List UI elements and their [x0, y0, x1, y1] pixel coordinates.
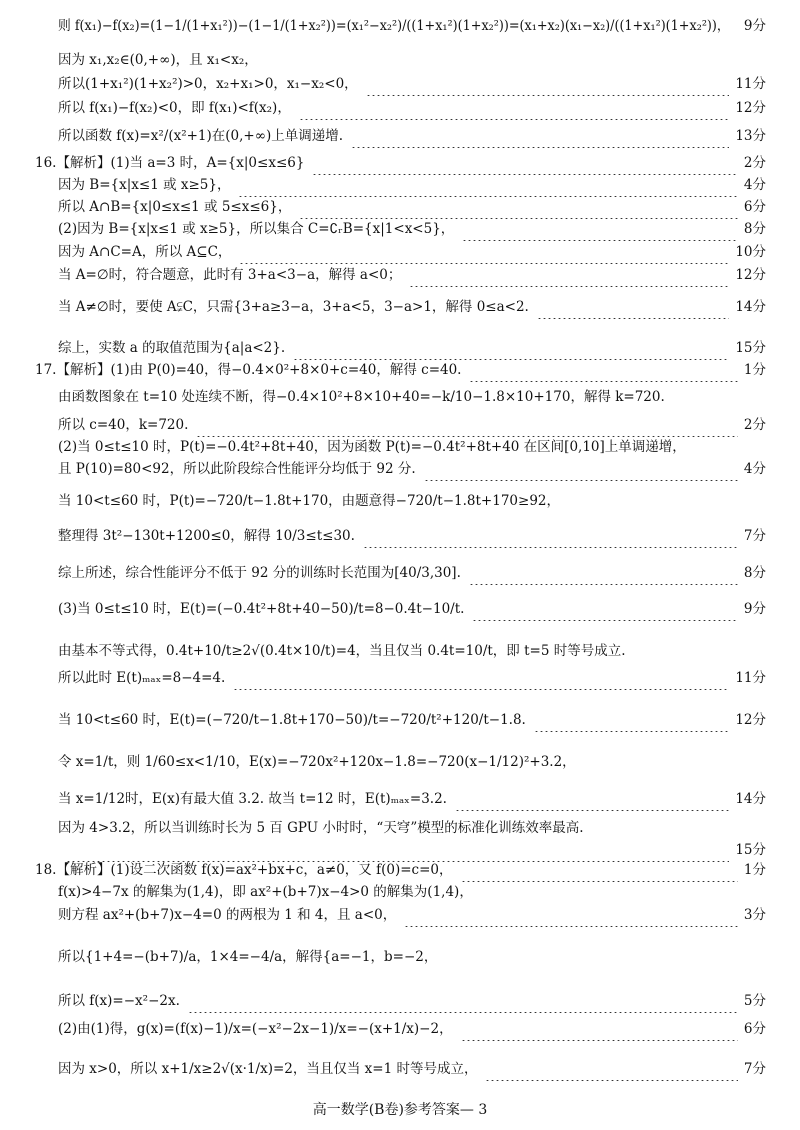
line-text: 所以 f(x)=−x²−2x.	[58, 993, 180, 1009]
solution-line	[0, 989, 800, 1013]
line-text: 所以 c=40，k=720.	[58, 417, 189, 433]
line-text: 因为 x₁,x₂∈(0,+∞)，且 x₁<x₂，	[58, 52, 258, 68]
score-mark: 15分	[735, 842, 766, 858]
line-text: f(x)>4−7x 的解集为(1,4)，即 ax²+(b+7)x−4>0 的解集为(1,4)，	[58, 884, 473, 900]
line-text: (2)由(1)得，g(x)=(f(x)−1)/x=(−x²−2x−1)/x=−(x+1/x)−2，	[58, 1021, 453, 1037]
solution-line	[0, 816, 800, 840]
solution-line	[0, 457, 800, 481]
dot-leader	[239, 240, 729, 264]
solution-line	[0, 72, 800, 96]
dot-leader	[312, 151, 737, 175]
dot-leader	[461, 1017, 738, 1041]
score-mark: 15分	[735, 340, 766, 356]
dot-leader	[485, 1057, 737, 1081]
line-text: 因为 x>0，所以 x+1/x≥2√(x·1/x)=2，当且仅当 x=1 时等号成立，	[58, 1061, 478, 1077]
solution-line	[0, 708, 800, 732]
line-text: 所以{1+4=−(b+7)/a，1×4=−4/a，解得{a=−1，b=−2，	[58, 949, 438, 965]
solution-line	[0, 903, 800, 927]
solution-line	[0, 195, 800, 219]
solution-line	[0, 787, 800, 811]
dot-leader	[351, 124, 729, 148]
score-mark: 14分	[735, 791, 766, 807]
line-text: 且 P(10)=80<92，所以此阶段综合性能评分均低于 92 分.	[58, 461, 416, 477]
solution-line	[0, 240, 800, 264]
solution-line	[0, 858, 800, 882]
line-text: 18.【解析】(1)设二次函数 f(x)=ax²+bx+c，a≠0，又 f(0)=c=0，	[35, 862, 453, 878]
dot-leader	[469, 561, 738, 585]
line-text: (2)当 0≤t≤10 时，P(t)=−0.4t²+8t+40，因为函数 P(t)=−0.4t²+8t+40 在区间[0,10]上单调递增，	[58, 439, 686, 455]
solution-line	[0, 666, 800, 690]
solution-line	[0, 217, 800, 241]
dot-leader	[293, 336, 729, 360]
dot-leader	[469, 358, 737, 382]
solution-line	[0, 597, 800, 621]
solution-line	[0, 385, 800, 409]
dot-leader	[404, 903, 738, 927]
solution-line	[0, 413, 800, 437]
score-mark: 1分	[743, 362, 766, 378]
dot-leader	[462, 217, 738, 241]
score-mark: 2分	[743, 417, 766, 433]
dot-leader	[299, 195, 738, 219]
solution-line	[0, 561, 800, 585]
line-text: 由函数图象在 t=10 处连续不断，得−0.4×10²+8×10+40=−k/10−1.8×10+170，解得 k=720.	[58, 389, 665, 405]
score-mark: 11分	[735, 670, 766, 686]
solution-line	[0, 151, 800, 175]
dot-leader	[424, 457, 738, 481]
line-text: 当 x=1/12时，E(x)有最大值 3.2. 故当 t=12 时，E(t)ₘₐₓ=3.2.	[58, 791, 447, 807]
solution-line	[0, 880, 800, 904]
solution-line	[0, 524, 800, 548]
score-mark: 3分	[743, 907, 766, 923]
line-text: 当 A≠∅时，要使 A⫋C，只需{3+a≥3−a，3+a<5，3−a>1，解得 0≤a<2.	[58, 299, 529, 315]
dot-leader	[461, 858, 738, 882]
score-mark: 6分	[743, 199, 766, 215]
dot-leader	[196, 413, 738, 437]
line-text: 所以函数 f(x)=x²/(x²+1)在(0,+∞)上单调递增.	[58, 128, 344, 144]
dot-leader	[299, 96, 729, 120]
solution-line	[0, 945, 800, 969]
score-mark: 5分	[743, 993, 766, 1009]
line-text: 所以 A∩B={x|0≤x≤1 或 5≤x≤6}，	[58, 199, 292, 215]
score-mark: 9分	[743, 601, 766, 617]
score-mark: 12分	[735, 267, 766, 283]
solution-line	[0, 48, 800, 72]
score-mark: 13分	[735, 128, 766, 144]
score-mark: 11分	[735, 76, 766, 92]
line-text: (2)因为 B={x|x≤1 或 x≥5}，所以集合 C=∁ᵣB={x|1<x<5}，	[58, 221, 455, 237]
solution-line	[0, 435, 800, 459]
solution-line	[0, 750, 800, 774]
line-text: 16.【解析】(1)当 a=3 时，A={x|0≤x≤6}	[35, 155, 305, 171]
score-mark: 9分	[743, 18, 766, 34]
score-mark: 12分	[735, 100, 766, 116]
dot-leader	[537, 295, 729, 319]
score-mark: 2分	[743, 155, 766, 171]
score-mark: 6分	[743, 1021, 766, 1037]
line-text: 所以 f(x₁)−f(x₂)<0，即 f(x₁)<f(x₂)，	[58, 100, 291, 116]
line-text: 因为 B={x|x≤1 或 x≥5}，	[58, 177, 231, 193]
line-text: 所以此时 E(t)ₘₐₓ=8−4=4.	[58, 670, 226, 686]
score-mark: 14分	[735, 299, 766, 315]
page-footer: 高一数学(B卷)参考答案— 3	[312, 1102, 488, 1118]
solution-line	[0, 124, 800, 148]
solution-line	[0, 489, 800, 513]
dot-leader	[472, 597, 737, 621]
line-text: 综上所述，综合性能评分不低于 92 分的训练时长范围为[40/3,30].	[58, 565, 461, 581]
solution-line	[0, 295, 800, 319]
line-text: 令 x=1/t，则 1/60≤x<1/10，E(x)=−720x²+120x−1.8=−720(x−1/12)²+3.2，	[58, 754, 576, 770]
score-mark: 12分	[735, 712, 766, 728]
score-mark: 10分	[735, 244, 766, 260]
solution-line	[0, 96, 800, 120]
line-text: 17.【解析】(1)由 P(0)=40，得−0.4×0²+8×0+c=40，解得 c=40.	[35, 362, 462, 378]
solution-line	[0, 639, 800, 663]
dot-leader	[188, 989, 738, 1013]
dot-leader	[366, 72, 730, 96]
line-text: 因为 4>3.2，所以当训练时长为 5 百 GPU 小时时，“天穹”模型的标准化训练效率最高.	[58, 820, 584, 836]
solution-line	[0, 173, 800, 197]
score-mark: 1分	[743, 862, 766, 878]
line-text: 则方程 ax²+(b+7)x−4=0 的两根为 1 和 4，且 a<0，	[58, 907, 397, 923]
solution-line	[0, 1017, 800, 1041]
score-mark: 7分	[743, 1061, 766, 1077]
line-text: (3)当 0≤t≤10 时，E(t)=(−0.4t²+8t+40−50)/t=8−0.4t−10/t.	[58, 601, 465, 617]
dot-leader	[238, 173, 737, 197]
score-mark: 4分	[743, 461, 766, 477]
line-text: 所以(1+x₁²)(1+x₂²)>0，x₂+x₁>0，x₁−x₂<0，	[58, 76, 358, 92]
line-text: 当 10<t≤60 时，P(t)=−720/t−1.8t+170，由题意得−720/t−1.8t+170≥92，	[58, 493, 561, 509]
score-mark: 4分	[743, 177, 766, 193]
line-text: 则 f(x₁)−f(x₂)=(1−1/(1+x₁²))−(1−1/(1+x₂²))=(x₁²−x₂²)/((1+x₁²)(1+x₂²))=(x₁+x₂)(x₁−x₂)/((1+x₁²)(1+x₂²))，	[58, 18, 730, 34]
dot-leader	[455, 787, 729, 811]
solution-line	[0, 336, 800, 360]
score-mark: 8分	[743, 565, 766, 581]
line-text: 当 A=∅时，符合题意，此时有 3+a<3−a，解得 a<0；	[58, 267, 402, 283]
dot-leader	[233, 666, 729, 690]
line-text: 综上，实数 a 的取值范围为{a|a<2}.	[58, 340, 286, 356]
line-text: 因为 A∩C=A，所以 A⊆C，	[58, 244, 232, 260]
dot-leader	[363, 524, 738, 548]
dot-leader	[534, 708, 729, 732]
line-text: 整理得 3t²−130t+1200≤0，解得 10/3≤t≤30.	[58, 528, 355, 544]
line-text: 当 10<t≤60 时，E(t)=(−720/t−1.8t+170−50)/t=−720/t²+120/t−1.8.	[58, 712, 526, 728]
dot-leader	[409, 263, 729, 287]
line-text: 由基本不等式得，0.4t+10/t≥2√(0.4t×10/t)=4，当且仅当 0.4t=10/t，即 t=5 时等号成立.	[58, 643, 626, 659]
solution-line	[0, 14, 800, 38]
score-mark: 7分	[743, 528, 766, 544]
solution-line	[0, 263, 800, 287]
solution-line	[0, 1057, 800, 1081]
score-mark: 8分	[743, 221, 766, 237]
solution-line	[0, 358, 800, 382]
